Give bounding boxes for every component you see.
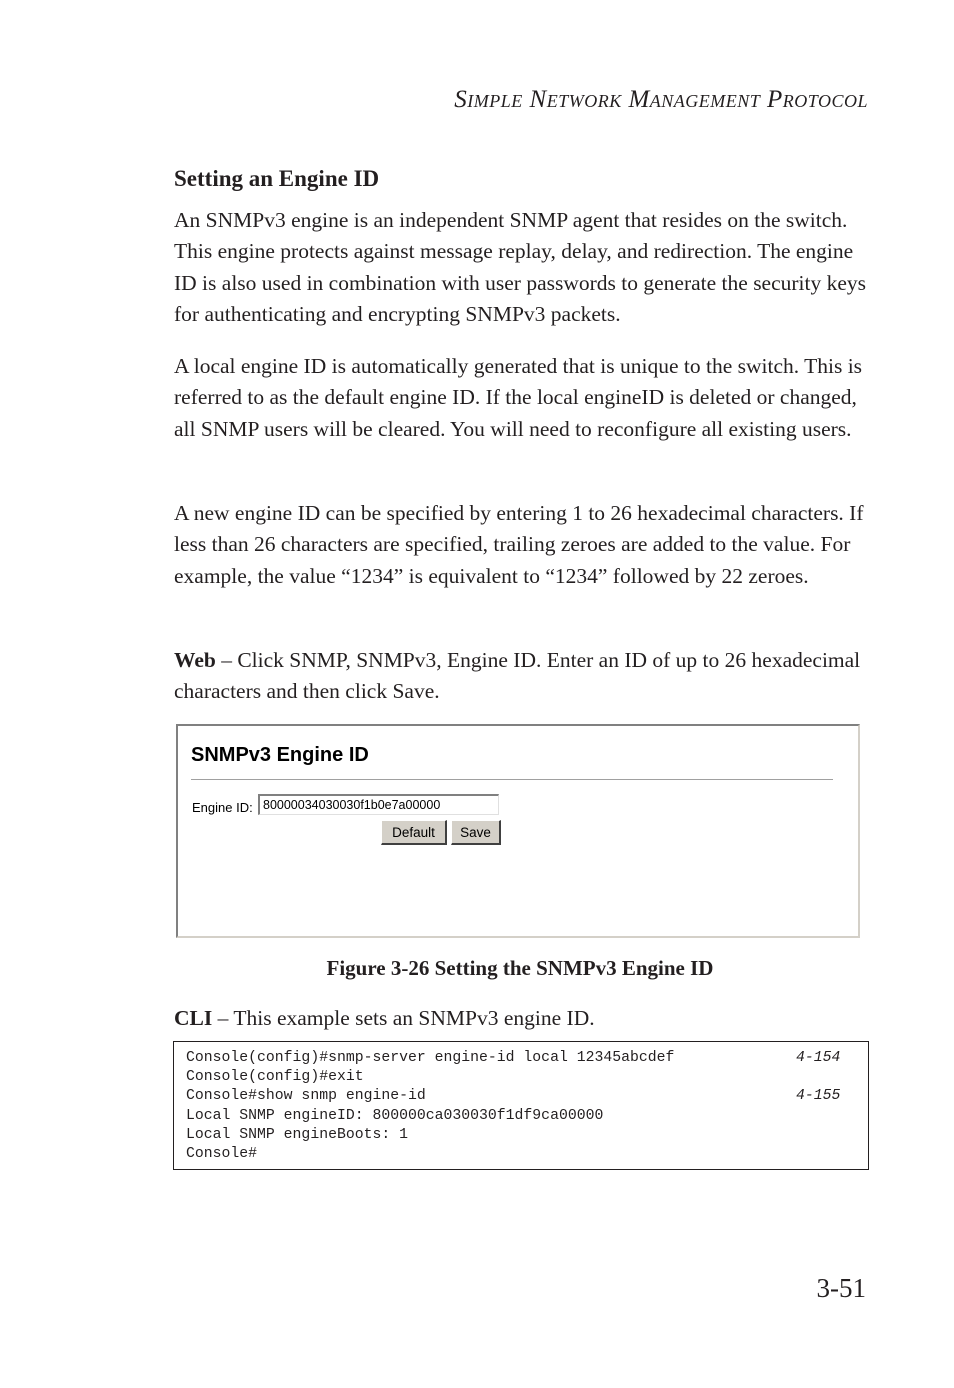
paragraph-1: An SNMPv3 engine is an independent SNMP agent that resides on the switch. This engine protects against message replay, delay, and redirection. The engine ID is also used in combination with user passwords to generate the security keys for authenticating and encrypting SNMPv3 packets. <box>174 208 867 326</box>
page-number: 3-51 <box>816 1273 866 1303</box>
code-text: Local SNMP engineBoots: 1 <box>186 1126 408 1143</box>
code-block <box>173 1041 869 1170</box>
engine-id-screenshot <box>176 724 860 938</box>
cli-text: – This example sets an SNMPv3 engine ID. <box>212 1006 595 1030</box>
code-line <box>186 1049 868 1068</box>
code-text: Console# <box>186 1145 258 1162</box>
web-label: Web <box>174 648 216 672</box>
code-line <box>186 1068 868 1087</box>
panel-divider <box>191 779 833 781</box>
code-reference: 4-155 <box>796 1088 841 1105</box>
code-line <box>186 1145 868 1164</box>
panel-title: SNMPv3 Engine ID <box>191 744 369 766</box>
code-reference: 4-154 <box>796 1050 841 1066</box>
web-text: – Click SNMP, SNMPv3, Engine ID. Enter an ID of up to 26 hexadecimal characters and then click Save. <box>174 648 861 704</box>
code-line <box>186 1107 868 1126</box>
running-header: Simple Network Management Protocol <box>454 86 868 113</box>
code-text: Console(config)#snmp-server engine-id local 12345abcdef <box>186 1050 675 1066</box>
cli-label: CLI <box>174 1006 213 1030</box>
default-button[interactable]: Default <box>381 820 447 845</box>
figure-caption: Figure 3-26 Setting the SNMPv3 Engine ID <box>326 956 714 980</box>
save-button[interactable]: Save <box>451 820 501 845</box>
code-text: Local SNMP engineID: 800000ca030030f1df9ca00000 <box>186 1107 604 1124</box>
web-instructions <box>174 645 869 708</box>
paragraph-3: A new engine ID can be specified by entering 1 to 26 hexadecimal characters. If less than 26 characters are specified, trailing zeroes are added to the value. For example, the value “1234” is equivalent to “1234” followed by 22 zeroes. <box>174 501 864 588</box>
engine-id-input[interactable] <box>258 794 499 815</box>
code-text: Console#show snmp engine-id <box>186 1088 426 1105</box>
paragraph-2: A local engine ID is automatically generated that is unique to the switch. This is referred to as the default engine ID. If the local engineID is deleted or changed, all SNMP users will be cleared. You will need to reconfigure all existing users. <box>174 354 863 441</box>
cli-instructions <box>174 1003 869 1034</box>
code-text: Console(config)#exit <box>186 1069 364 1086</box>
code-line <box>186 1126 868 1145</box>
code-line <box>186 1087 868 1106</box>
engine-id-label: Engine ID: <box>192 800 253 815</box>
section-heading: Setting an Engine ID <box>174 166 380 191</box>
